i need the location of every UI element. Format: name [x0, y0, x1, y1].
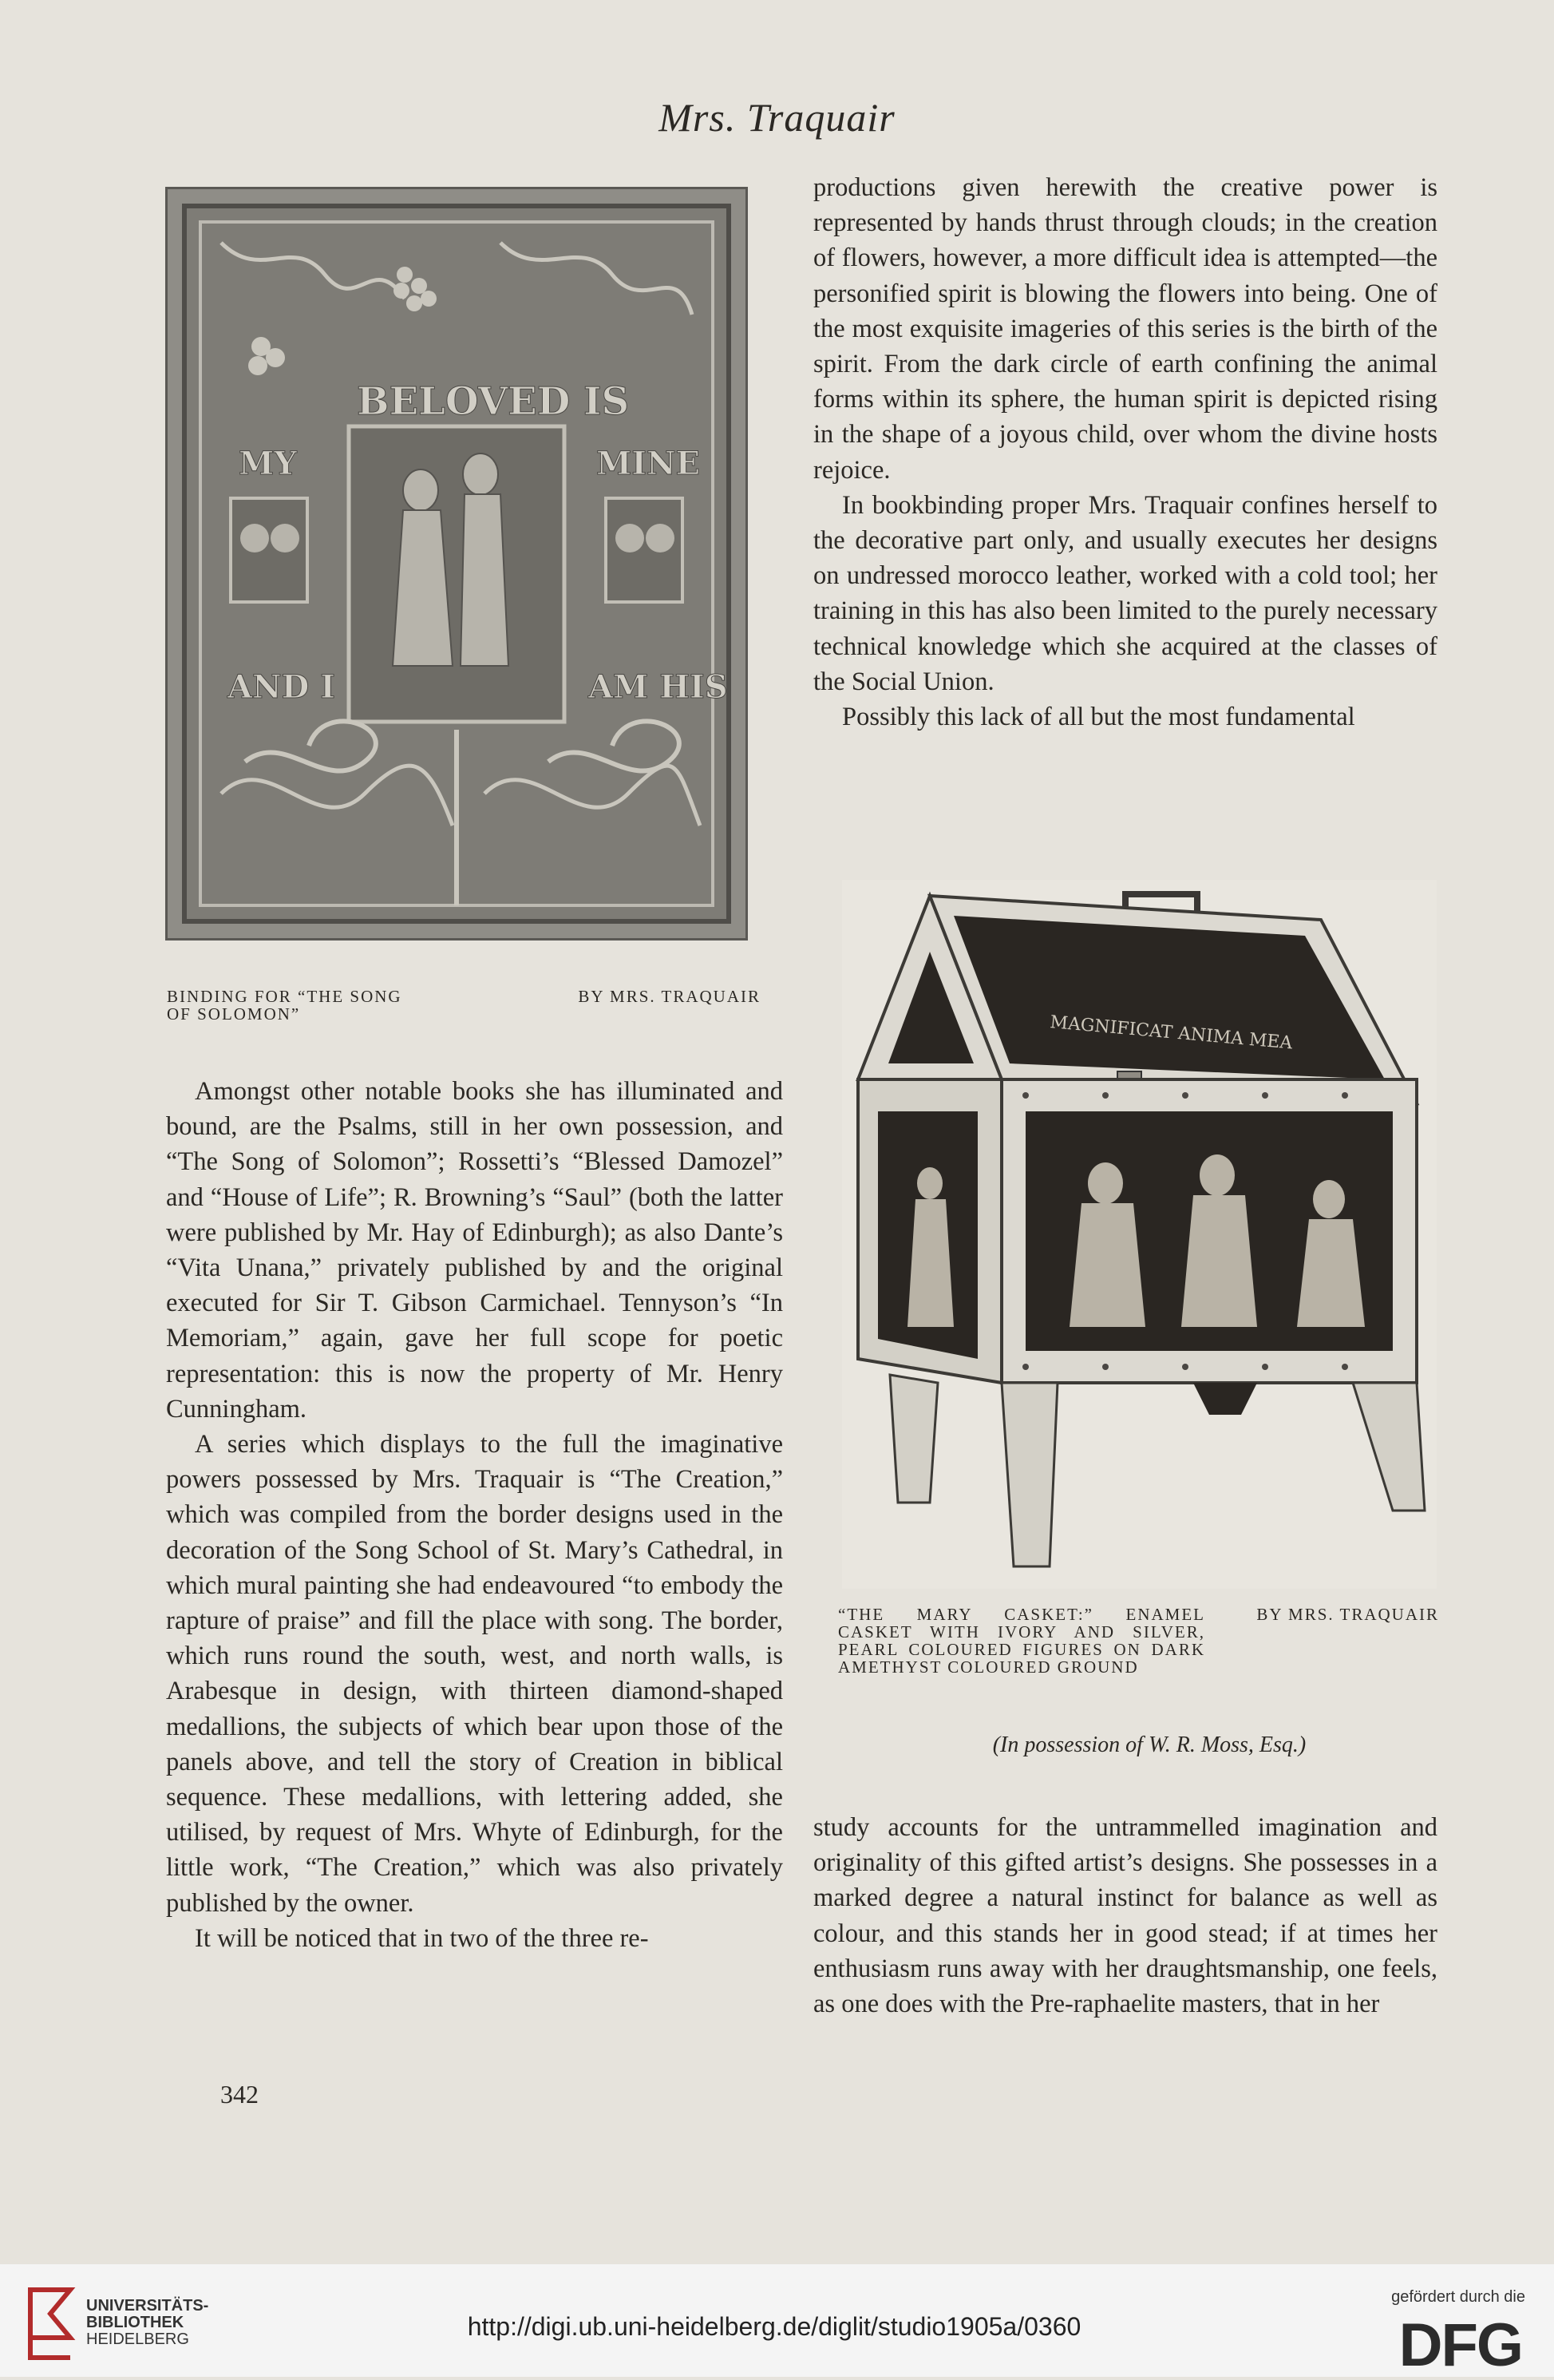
paragraph: productions given herewith the creative power is represented by hands thrust through clouds; in the creation of flowers, however, a more difficult idea is attempted—the personified spirit is blowing the flowers into being. One of the most exquisite imageries of this series is the birth of the spirit. From the dark circle of earth confining the animal forms within its sphere, the human spirit is depicted rising in the shape of a joyous child, over whom the divine hosts rejoice. [813, 173, 1437, 485]
casket-photo-image [842, 880, 1437, 1589]
binding-plate-image [165, 187, 748, 941]
paragraph: In bookbinding proper Mrs. Traquair confines herself to the decorative part only, and usually executes her designs on undressed morocco leather, worked with a cold tool; her training in this has also been limited to the purely necessary technical knowledge which she acquired at the classes of the Social Union. [813, 490, 1437, 696]
paragraph: study accounts for the untrammelled imagination and originality of this gifted artist’s designs. She possesses in a marked degree a natural instinct for balance as well as colour, and this stands her in good stead; if at times her enthusiasm runs away with her draughtsmanship, one feels, as one does with the Pre-raphaelite masters, that in her [813, 1813, 1437, 2019]
library-name-line: UNIVERSITÄTS- [86, 2297, 209, 2315]
library-name [86, 2298, 208, 2348]
page-number: 342 [220, 2080, 259, 2109]
figure2-credit: (In possession of W. R. Moss, Esq.) [992, 1733, 1307, 1757]
binding-inscription-mid-right: MINE [596, 445, 701, 482]
library-logo-icon [22, 2282, 78, 2362]
figure1-caption-artist: BY MRS. TRAQUAIR [578, 987, 761, 1006]
figure1-caption-title: BINDING FOR “THE SONG OF SOLOMON” [167, 987, 402, 1024]
binding-inscription-top: BELOVED IS [357, 379, 630, 424]
paragraph: Possibly this lack of all but the most fundamental [842, 703, 1355, 732]
right-column-top [813, 170, 1437, 735]
paragraph: A series which displays to the full the imaginative powers possessed by Mrs. Traquair is “The Creation,” which was compiled from the border designs used in the decoration of the Song School of St. Mary’s Cathedral, in which mural painting she had endeavoured “to embody the rapture of praise” and fill the place with song. The border, which runs round the south, west, and north walls, is Arabesque in design, with thirteen diamond-shaped medallions, the subjects of which bear upon those of the panels above, and tell the story of Creation in biblical sequence. These medallions, with lettering added, she utilised, by request of Mrs. Whyte of Edinburgh, for the little work, “The Creation,” which was also privately published by the owner. [166, 1430, 783, 1918]
binding-inscription-mid-left: MY [239, 445, 297, 482]
figure2-caption-artist: BY MRS. TRAQUAIR [1256, 1605, 1439, 1624]
casket-lid-inscription: MAGNIFICAT ANIMA MEA [1049, 1012, 1294, 1054]
source-url-link[interactable]: http://digi.ub.uni-heidelberg.de/diglit/studio1905a/0360 [467, 2312, 1081, 2341]
binding-inscription-low-left: AND I [227, 668, 335, 706]
library-name-line: HEIDELBERG [86, 2330, 189, 2348]
left-column [166, 1074, 783, 1956]
paragraph: It will be noticed that in two of the three re- [195, 1923, 649, 1953]
right-column-bottom [813, 1810, 1437, 2022]
binding-inscription-low-right: AM HIS [588, 668, 728, 706]
paragraph: Amongst other notable books she has illuminated and bound, are the Psalms, still in her own possession, and “The Song of Solomon”; Rossetti’s “Blessed Damozel” and “House of Life”; R. Browning’s “Saul” (both the latter were published by Mr. Hay of Edinburgh); as also Dante’s “Vita Unana,” privately published by and the original executed for Sir T. Gibson Carmichael. Tennyson’s “In Memoriam,” again, gave her full scope for poetic representation: this is now the property of Mr. Henry Cunningham. [166, 1077, 783, 1424]
running-title: Mrs. Traquair [658, 95, 896, 140]
footer-bar [0, 2264, 1554, 2377]
library-name-line: BIBLIOTHEK [86, 2314, 184, 2331]
funding-note: gefördert durch die [1391, 2288, 1525, 2306]
figure2-caption-description: “THE MARY CASKET:” ENAMEL CASKET WITH IVORY AND SILVER, PEARL COLOURED FIGURES ON DARK AMETHYST COLOURED GROUND [838, 1605, 1205, 1677]
dfg-logo: DFG [1398, 2311, 1522, 2379]
